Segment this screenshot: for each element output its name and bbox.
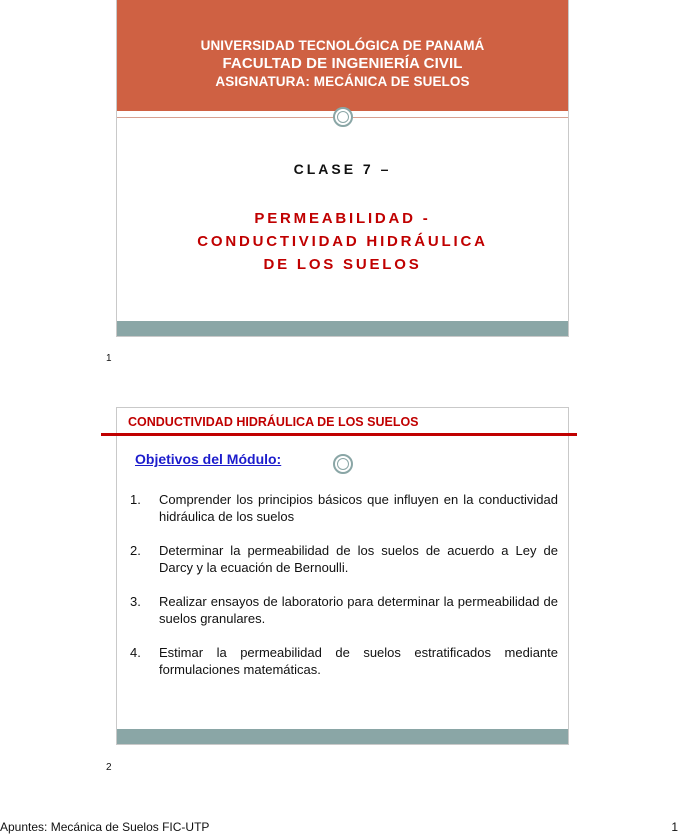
header-line-subject: ASIGNATURA: MECÁNICA DE SUELOS [215, 74, 470, 89]
title-line-3: DE LOS SUELOS [263, 256, 422, 273]
list-item-number: 1. [130, 492, 141, 507]
list-item [130, 491, 558, 525]
divider-circle-icon [333, 107, 353, 127]
list-item-number: 3. [130, 594, 141, 609]
title-line-2: CONDUCTIVIDAD HIDRÁULICA [197, 233, 488, 250]
header-line-university: UNIVERSIDAD TECNOLÓGICA DE PANAMÁ [200, 38, 485, 53]
slide-2-number: 2 [106, 762, 112, 773]
list-item-text: Estimar la permeabilidad de suelos estratificados mediante formulaciones matemáticas. [159, 645, 558, 677]
slide-2-footer-bar [117, 729, 568, 744]
list-item [130, 593, 558, 627]
title-underline [101, 433, 577, 436]
class-number: CLASE 7 – [293, 161, 392, 177]
page-number: 1 [671, 820, 678, 834]
slide-1-header [117, 0, 568, 111]
objectives-list [130, 491, 558, 695]
title-line-1: PERMEABILIDAD - [254, 210, 431, 227]
divider-circle-icon [333, 454, 353, 474]
slide-2 [116, 407, 569, 745]
slide-1 [116, 0, 569, 337]
list-item-text: Comprender los principios básicos que influyen en la conductividad hidráulica de los suelos [159, 492, 558, 524]
list-item-text: Realizar ensayos de laboratorio para determinar la permeabilidad de suelos granulares. [159, 594, 558, 626]
header-line-faculty: FACULTAD DE INGENIERÍA CIVIL [222, 55, 463, 72]
list-item-text: Determinar la permeabilidad de los suelos de acuerdo a Ley de Darcy y la ecuación de Bernoulli. [159, 543, 558, 575]
list-item [130, 542, 558, 576]
slide-2-title: CONDUCTIVIDAD HIDRÁULICA DE LOS SUELOS [128, 415, 419, 429]
list-item [130, 644, 558, 678]
list-item-number: 4. [130, 645, 141, 660]
page-footer-text: Apuntes: Mecánica de Suelos FIC-UTP [0, 820, 210, 834]
objectives-heading: Objetivos del Módulo: [135, 451, 282, 467]
slide-1-footer-bar [117, 321, 568, 336]
list-item-number: 2. [130, 543, 141, 558]
slide-1-number: 1 [106, 353, 112, 364]
